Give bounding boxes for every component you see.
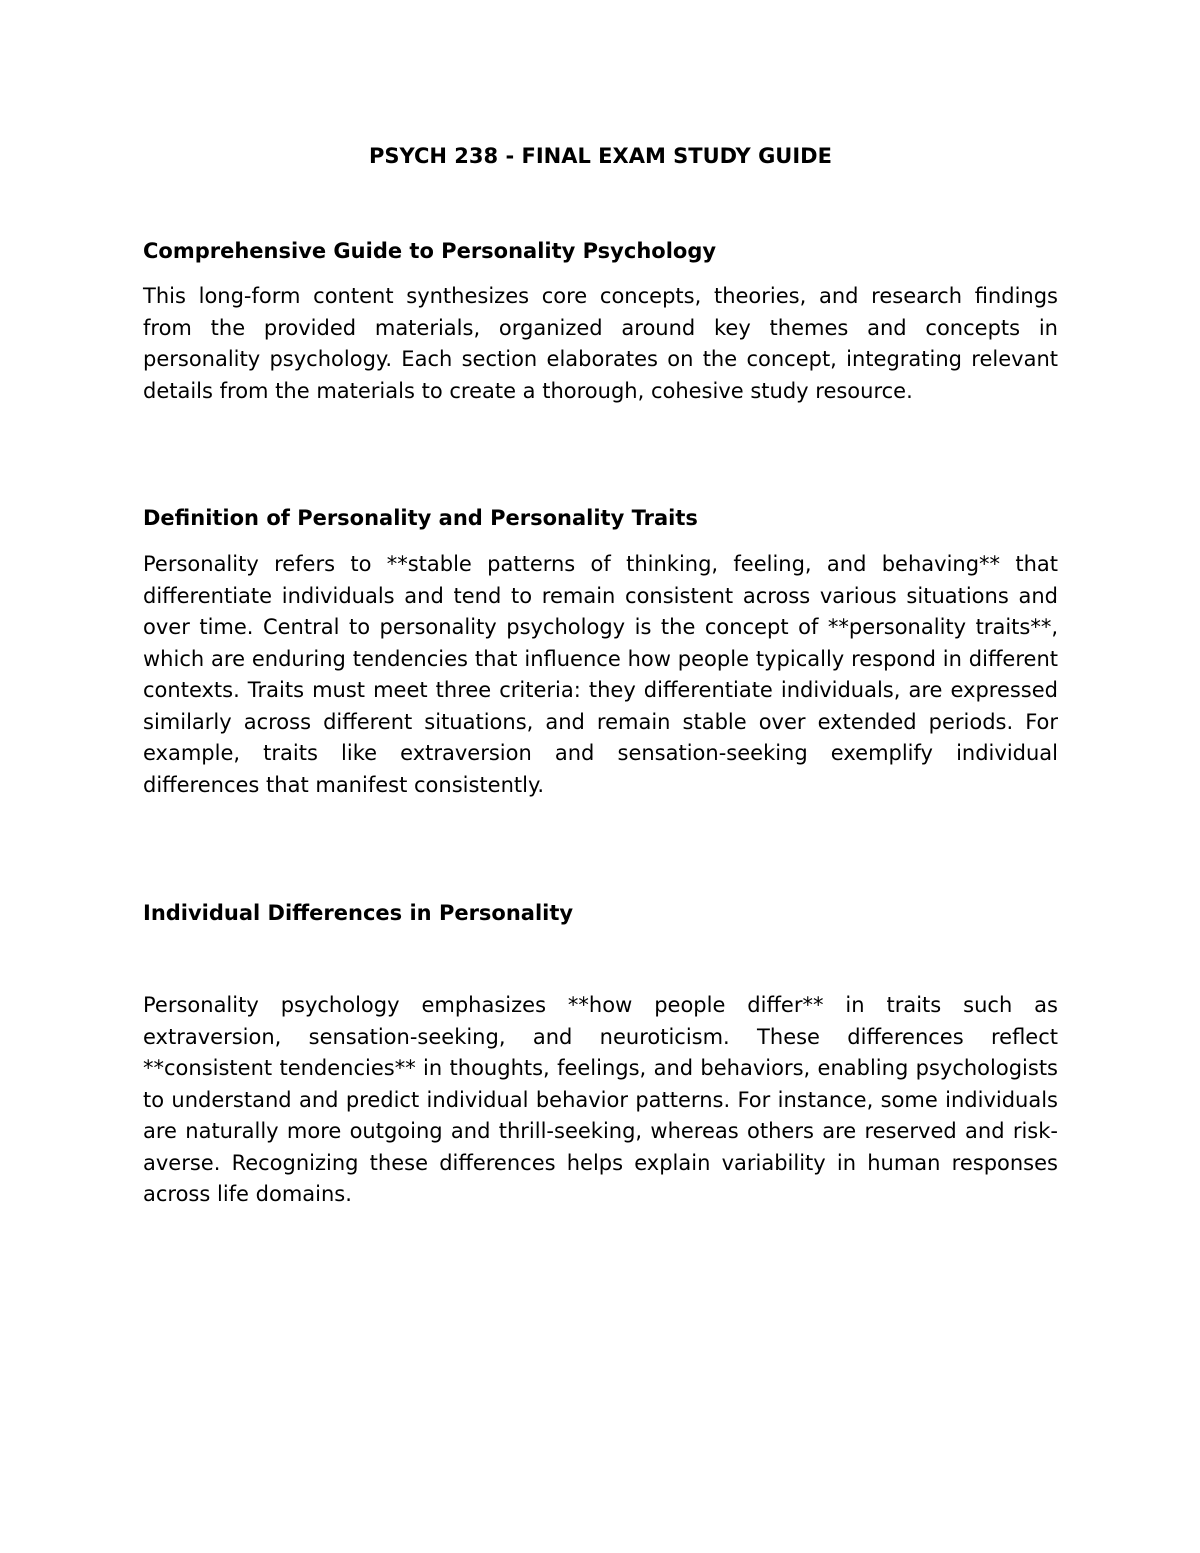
section-body-definition: Personality refers to **stable patterns of thinking, feeling, and behaving** that differentiate individuals and tend to remain consistent across various situations and over time. Central to personality psychology is the concept of **personality traits**, which are enduring tendencies that influence how people typically respond in different contexts. Traits must meet three criteria: they differentiate individuals, are expressed similarly across different situations, and remain stable over extended periods. For example, traits like extraversion and sensation-seeking exemplify individual differences that manifest consistently. (143, 552, 1058, 797)
section-heading-comprehensive-guide: Comprehensive Guide to Personality Psychology (143, 239, 717, 263)
section-body-individual-differences: Personality psychology emphasizes **how people differ** in traits such as extraversion, sensation-seeking, and neuroticism. These differences reflect **consistent tendencies** in thoughts, feelings, and behaviors, enabling psychologists to understand and predict individual behavior patterns. For instance, some individuals are naturally more outgoing and thrill-seeking, whereas others are reserved and risk-averse. Recognizing these differences helps explain variability in human responses across life domains. (143, 993, 1058, 1206)
section-heading-individual-differences: Individual Differences in Personality (143, 901, 574, 925)
section-body-comprehensive-guide: This long-form content synthesizes core concepts, theories, and research findings from the provided materials, organized around key themes and concepts in personality psychology. Each section elaborates on the concept, integrating relevant details from the materials to create a thorough, cohesive study resource. (143, 284, 1058, 403)
section-heading-definition: Definition of Personality and Personality Traits (143, 506, 698, 530)
document-title: PSYCH 238 - FINAL EXAM STUDY GUIDE (369, 144, 832, 168)
